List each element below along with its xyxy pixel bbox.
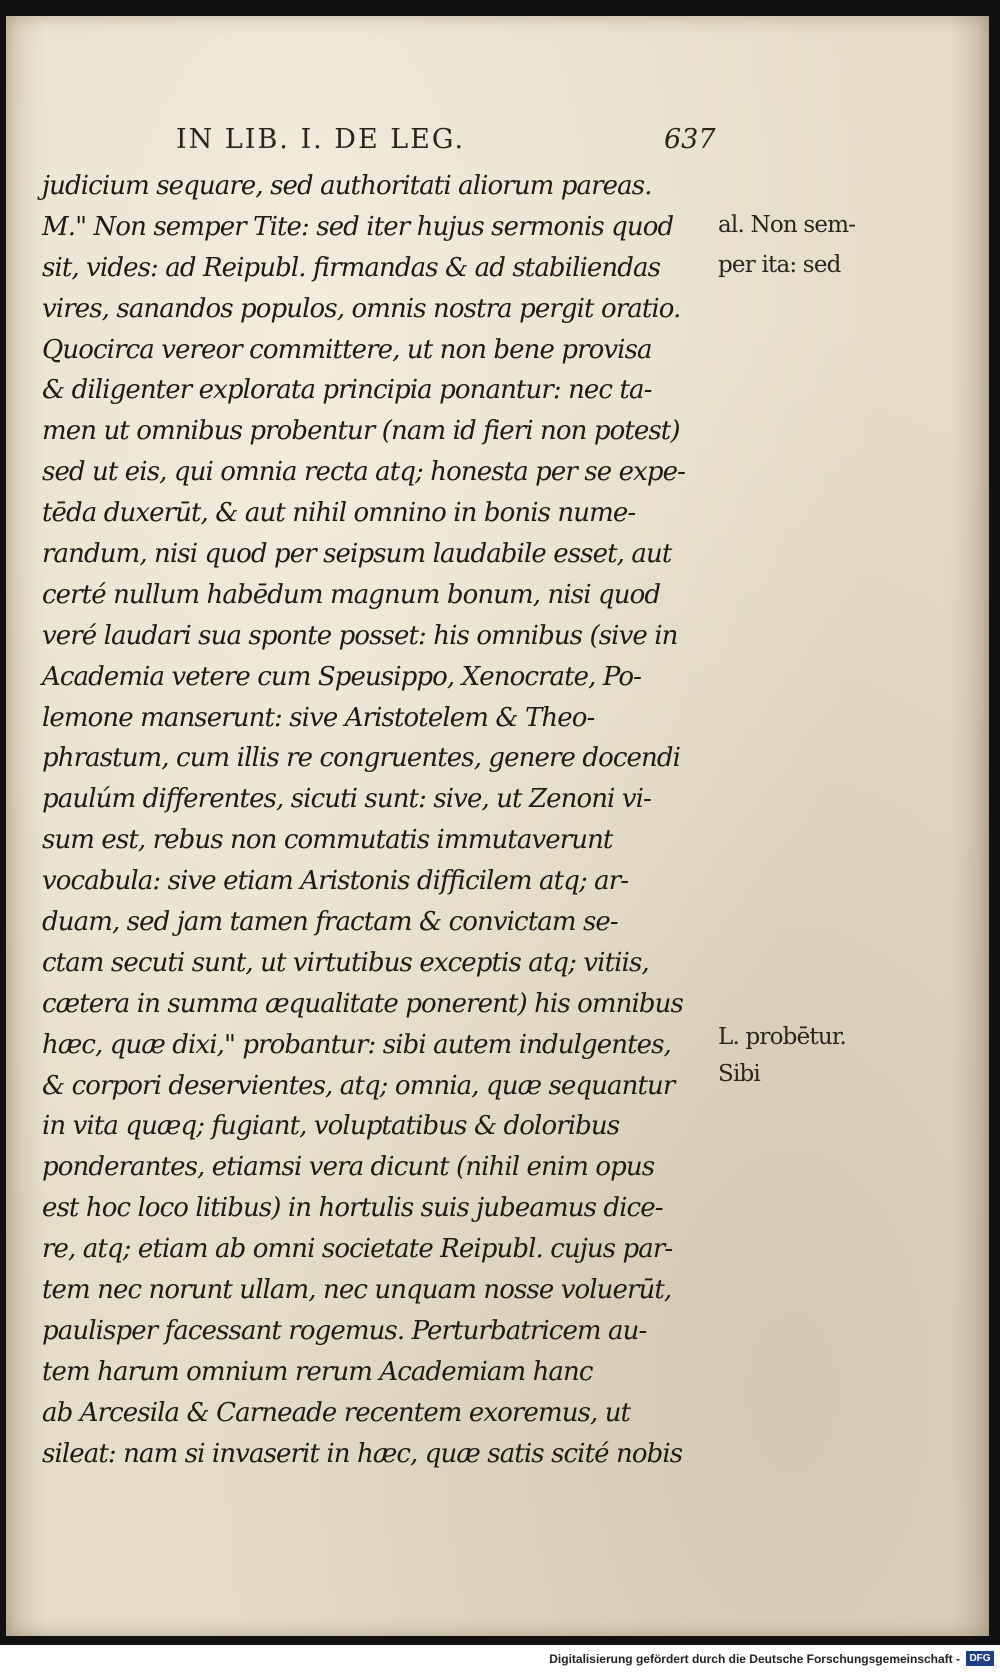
margin-note: per ita: sed (718, 252, 841, 278)
text-line: M." Non semper Tite: sed iter hujus sermonis quod (42, 211, 674, 242)
text-line: men ut omnibus probentur (nam id fieri non potest) (42, 416, 680, 447)
text-line: lemone manserunt: sive Aristotelem & Theo- (42, 702, 595, 733)
text-line: sileat: nam si invaserit in hæc, quæ satis scité nobis (42, 1438, 683, 1469)
text-line: sit, vides: ad Reipubl. firmandas & ad stabiliendas (42, 252, 661, 283)
text-line: hæc, quæ dixi," probantur: sibi autem indulgentes, (42, 1029, 671, 1060)
text-line: ponderantes, etiamsi vera dicunt (nihil enim opus (42, 1152, 655, 1183)
text-line: & diligenter explorata principia ponantur: nec ta- (42, 375, 652, 406)
text-line: & corpori deservientes, atq; omnia, quæ sequantur (42, 1070, 675, 1101)
text-line: vocabula: sive etiam Aristonis difficilem atq; ar- (42, 866, 629, 897)
text-line: ctam secuti sunt, ut virtutibus exceptis atq; vitiis, (42, 947, 649, 978)
text-line: tem nec norunt ullam, nec unquam nosse voluerūt, (42, 1275, 672, 1306)
text-line: certé nullum habēdum magnum bonum, nisi quod (42, 579, 661, 610)
text-line: veré laudari sua sponte posset: his omnibus (sive in (42, 620, 678, 651)
text-line: vires, sanandos populos, omnis nostra pergit oratio. (42, 293, 681, 324)
body-text (42, 166, 732, 1475)
dfg-logo: DFG (966, 1651, 994, 1666)
running-head: IN LIB. I. DE LEG. (176, 124, 466, 155)
text-line: paulisper facessant rogemus. Perturbatricem au- (42, 1315, 647, 1346)
text-line: tem harum omnium rerum Academiam hanc (42, 1356, 593, 1387)
text-line: paulúm differentes, sicuti sunt: sive, ut Zenoni vi- (42, 784, 651, 815)
funding-credit: Digitalisierung gefördert durch die Deutsche Forschungsgemeinschaft - (549, 1652, 960, 1666)
text-line: randum, nisi quod per seipsum laudabile esset, aut (42, 539, 672, 570)
text-line: Quocirca vereor committere, ut non bene provisa (42, 334, 652, 365)
text-line: phrastum, cum illis re congruentes, genere docendi (42, 743, 681, 774)
text-line: ab Arcesila & Carneade recentem exoremus, ut (42, 1397, 631, 1428)
margin-note: L. probētur. (718, 1024, 847, 1050)
page-number: 637 (664, 124, 716, 155)
text-line: est hoc loco litibus) in hortulis suis jubeamus dice- (42, 1193, 663, 1224)
text-line: judicium sequare, sed authoritati aliorum pareas. (42, 171, 652, 201)
text-line: sed ut eis, qui omnia recta atq; honesta per se expe- (42, 457, 685, 488)
text-line: in vita quæq; fugiant, voluptatibus & doloribus (42, 1111, 620, 1142)
margin-note: Sibi (718, 1061, 760, 1087)
digitization-footer (0, 1645, 1000, 1674)
text-line: sum est, rebus non commutatis immutaverunt (42, 825, 613, 856)
text-line: re, atq; etiam ab omni societate Reipubl. cujus par- (42, 1234, 673, 1265)
book-page (6, 16, 989, 1636)
text-line: tēda duxerūt, & aut nihil omnino in bonis nume- (42, 498, 636, 529)
text-line: Academia vetere cum Speusippo, Xenocrate, Po- (42, 661, 642, 692)
text-line: cætera in summa æqualitate ponerent) his omnibus (42, 988, 683, 1019)
text-line: duam, sed jam tamen fractam & convictam se- (42, 907, 618, 938)
margin-note: al. Non sem- (718, 212, 856, 238)
